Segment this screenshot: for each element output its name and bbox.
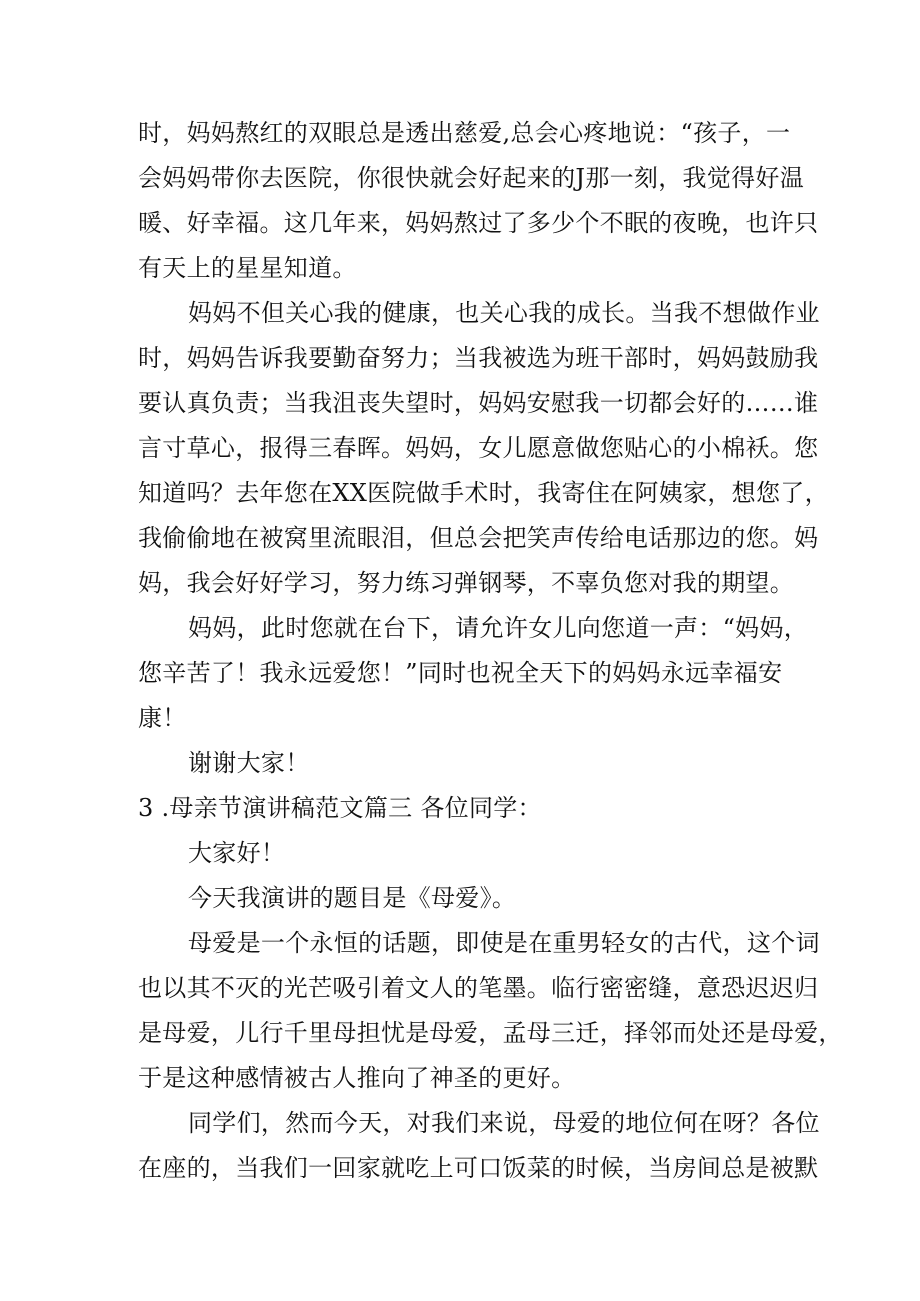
text-line: 暖、好幸福。这几年来，妈妈熬过了多少个不眠的夜晚，也许只 <box>138 209 819 237</box>
text-line: 也以其不灭的光芒吸引着文人的笔墨。临行密密缝，意恐迟迟归 <box>138 974 819 1002</box>
paragraph-start: 大家好！ <box>188 839 286 867</box>
text-line: 会妈妈带你去医院，你很快就会好起来的J那一刻，我觉得好温 <box>138 164 805 192</box>
text-line: 妈，我会好好学习，努力练习弹钢琴，不辜负您对我的期望。 <box>138 569 795 597</box>
text-line: 我偷偷地在被窝里流眼泪，但总会把笑声传给电话那边的您。妈 <box>138 524 819 552</box>
text-line: 于是这种感情被古人推向了神圣的更好。 <box>138 1064 576 1092</box>
text-line: 言寸草心，报得三春晖。妈妈，女儿愿意做您贴心的小棉袄。您 <box>138 434 819 462</box>
paragraph-start: 妈妈不但关心我的健康，也关心我的成长。当我不想做作业 <box>188 299 820 327</box>
text-line: 有天上的星星知道。 <box>138 254 357 282</box>
text-line: 时，妈妈告诉我要勤奋努力；当我被选为班干部时，妈妈鼓励我 <box>138 344 819 372</box>
text-line: 康！ <box>138 704 187 732</box>
paragraph-start: 今天我演讲的题目是《母爱》。 <box>188 884 517 912</box>
text-line: 在座的，当我们一回家就吃上可口饭菜的时候，当房间总是被默 <box>138 1154 819 1182</box>
text-line: 知道吗？去年您在XX医院做手术时，我寄住在阿姨家，想您了， <box>138 479 829 507</box>
text-line: 要认真负责；当我沮丧失望时，妈妈安慰我一切都会好的……谁 <box>138 389 819 417</box>
paragraph-start: 同学们，然而今天，对我们来说，母爱的地位何在呀？各位 <box>188 1109 820 1137</box>
paragraph-start: 谢谢大家！ <box>188 749 310 777</box>
section-heading: 3 .母亲节演讲稿范文篇三 各位同学： <box>138 794 542 822</box>
paragraph-start: 母爱是一个永恒的话题，即使是在重男轻女的古代，这个词 <box>188 929 820 957</box>
text-line: 您辛苦了！我永远爱您！”同时也祝全天下的妈妈永远幸福安 <box>138 659 783 687</box>
text-line: 是母爱，儿行千里母担忧是母爱，孟母三迁，择邻而处还是母爱， <box>138 1019 843 1047</box>
paragraph-start: 妈妈，此时您就在台下，请允许女儿向您道一声：“妈妈， <box>188 614 809 642</box>
text-line: 时，妈妈熬红的双眼总是透出慈爱,总会心疼地说：“孩子，一 <box>138 119 791 147</box>
